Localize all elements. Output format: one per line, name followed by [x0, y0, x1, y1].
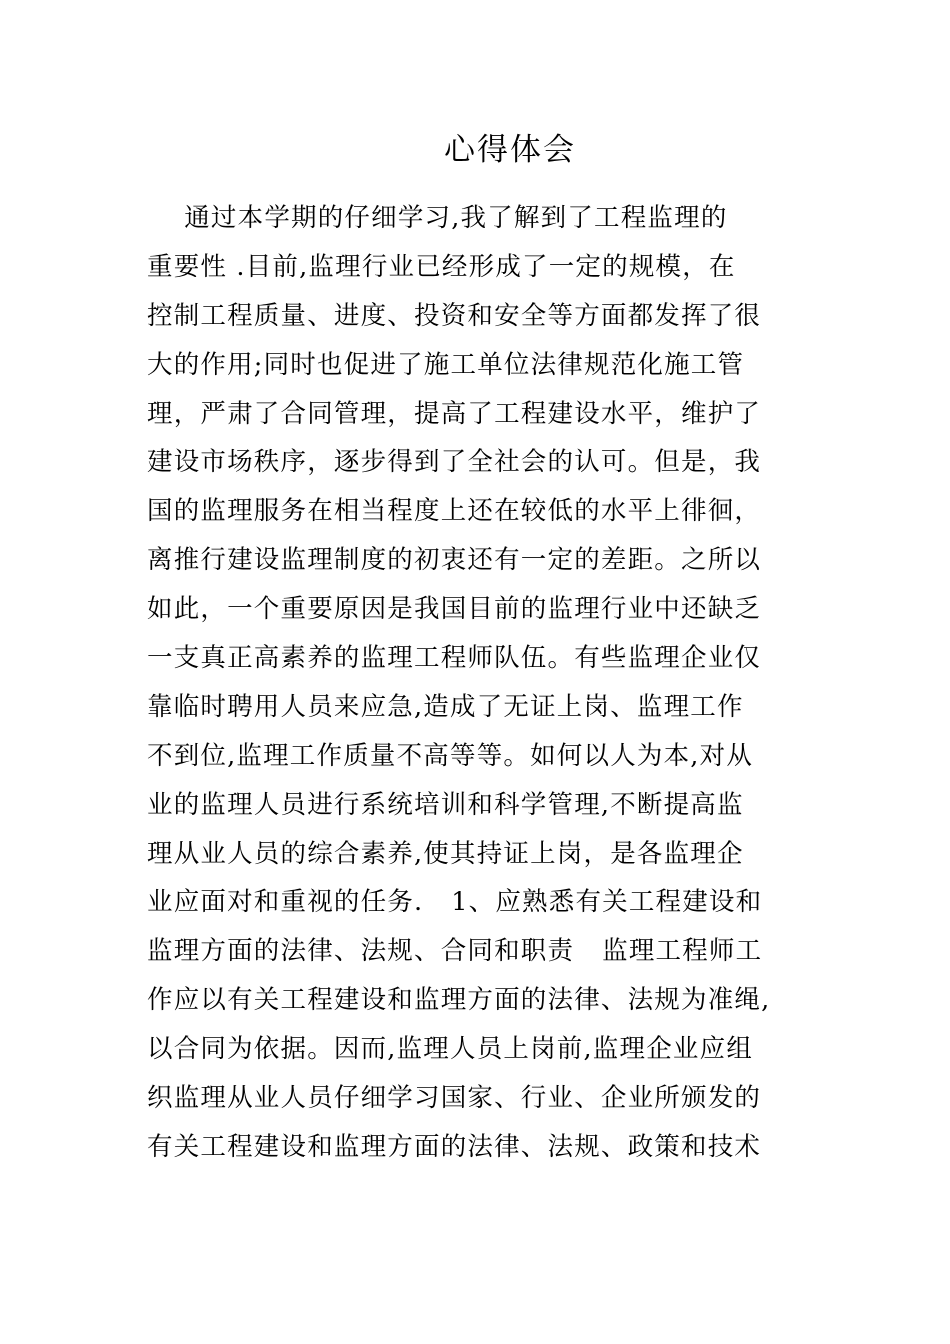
body-line: 作应以有关工程建设和监理方面的法律、法规为准绳,	[147, 985, 771, 1016]
body-line: 业的监理人员进行系统培训和科学管理,不断提高监	[147, 789, 744, 820]
body-line: 控制工程质量、进度、投资和安全等方面都发挥了很	[147, 300, 762, 331]
document-title: 心得体会	[444, 132, 576, 168]
body-line: 监理方面的法律、法规、合同和职责 监理工程师工	[147, 936, 763, 967]
body-line: 不到位,监理工作质量不高等等。如何以人为本,对从	[147, 740, 754, 771]
body-line: 有关工程建设和监理方面的法律、法规、政策和技术	[147, 1131, 762, 1162]
document-body	[147, 194, 817, 1172]
body-line: 以合同为依据。因而,监理人员上岗前,监理企业应组	[147, 1034, 754, 1065]
body-line: 建设市场秩序，逐步得到了全社会的认可。但是，我	[147, 447, 762, 478]
body-line: 通过本学期的仔细学习,我了解到了工程监理的	[147, 203, 728, 233]
body-line: 理从业人员的综合素养,使其持证上岗，是各监理企	[147, 838, 744, 869]
body-line: 大的作用;同时也促进了施工单位法律规范化施工管	[147, 349, 745, 380]
body-line: 如此，一个重要原因是我国目前的监理行业中还缺乏	[147, 594, 762, 625]
body-line: 业应面对和重视的任务. 1、应熟悉有关工程建设和	[147, 887, 763, 918]
body-line: 靠临时聘用人员来应急,造成了无证上岗、监理工作	[147, 691, 744, 722]
body-line: 重要性 .目前,监理行业已经形成了一定的规模，在	[147, 251, 736, 282]
body-line: 织监理从业人员仔细学习国家、行业、企业所颁发的	[147, 1083, 762, 1114]
body-line: 理，严肃了合同管理，提高了工程建设水平，维护了	[147, 398, 762, 429]
body-line: 国的监理服务在相当程度上还在较低的水平上徘徊，	[147, 496, 762, 527]
body-line: 离推行建设监理制度的初衷还有一定的差距。之所以	[147, 545, 762, 576]
body-line: 一支真正高素养的监理工程师队伍。有些监理企业仅	[147, 643, 762, 674]
